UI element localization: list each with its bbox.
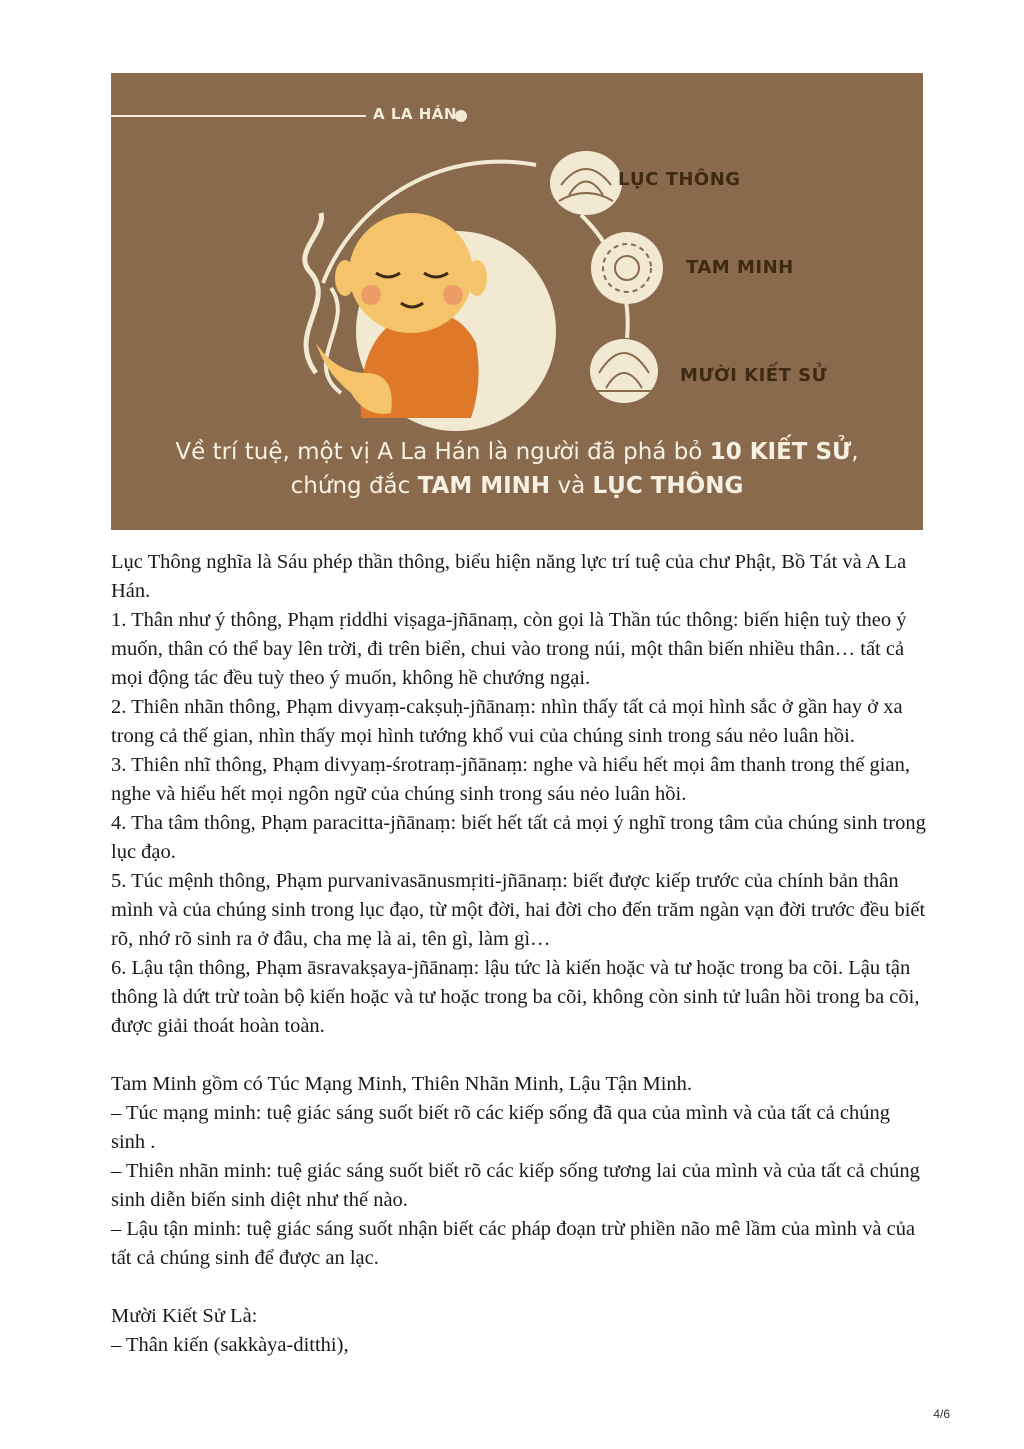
label-tam-minh: TAM MINH [686, 257, 794, 278]
page-number: 4/6 [933, 1407, 950, 1421]
monk-ear-right [467, 260, 487, 296]
paragraph-item-5: 5. Túc mệnh thông, Phạm purvanivasānusmṛiti-jñānaṃ: biết được kiếp trước của chính bản thân mình và của chúng sinh trong lục đạo, từ một đời, hai đời cho đến trăm ngàn vạn đời trước đều biết rõ, nhớ rõ sinh ra ở đâu, cha mẹ là ai, tên gì, làm gì… [111, 870, 926, 950]
paragraph-tuc-mang-minh: – Túc mạng minh: tuệ giác sáng suốt biết rõ các kiếp sống đã qua của mình và của tất cả chúng sinh . [111, 1102, 890, 1153]
banner-header-label: A LA HÁN [373, 105, 457, 123]
paragraph-lau-tan-minh: – Lậu tận minh: tuệ giác sáng suốt nhận biết các pháp đoạn trừ phiền não mê lầm của mình và của tất cả chúng sinh để được an lạc. [111, 1218, 916, 1269]
lotus-flower-icon [550, 151, 622, 215]
caption-emphasis: 10 KIẾT SỬ [709, 439, 852, 465]
paragraph-item-3: 3. Thiên nhĩ thông, Phạm divyaṃ-śrotraṃ-jñānaṃ: nghe và hiểu hết mọi âm thanh trong thế gian, nghe và hiểu hết mọi ngôn ngữ của chúng sinh trong sáu nẻo luân hồi. [111, 754, 910, 805]
banner-illustration [111, 73, 923, 530]
caption-text: , [851, 439, 859, 465]
label-luc-thong: LỤC THÔNG [618, 169, 741, 190]
caption-text: Về trí tuệ, một vị A La Hán là người đã phá bỏ [175, 439, 710, 465]
paragraph-than-kien: – Thân kiến (sakkàya-ditthi), [111, 1334, 349, 1356]
monk-ear-left [335, 260, 355, 296]
paragraph-item-2: 2. Thiên nhãn thông, Phạm divyaṃ-cakṣuḥ-jñānaṃ: nhìn thấy tất cả mọi hình sắc ở gần hay ở xa trong cả thế gian, nhìn thấy mọi hình tướng khổ vui của chúng sinh trong sáu nẻo luân hồi. [111, 696, 903, 747]
caption-text: chứng đắc [290, 473, 418, 499]
paragraph-tam-minh: Tam Minh gồm có Túc Mạng Minh, Thiên Nhãn Minh, Lậu Tận Minh. [111, 1073, 693, 1095]
caption-emphasis: TAM MINH [417, 473, 551, 499]
paragraph-item-4: 4. Tha tâm thông, Phạm paracitta-jñānaṃ: biết hết tất cả mọi ý nghĩ trong tâm của chúng sinh trong lục đạo. [111, 812, 926, 863]
paragraph-item-1: 1. Thân như ý thông, Phạm ṛiddhi viṣaga-jñānaṃ, còn gọi là Thần túc thông: biến hiện tuỳ theo ý muốn, thân có thể bay lên trời, đi trên biển, chui vào trong núi, một thân biến nhiều thân… tất cả mọi động tác đều tuỳ theo ý muốn, không hề chướng ngại. [111, 609, 907, 689]
monk-head [349, 213, 473, 333]
paragraph-intro: Lục Thông nghĩa là Sáu phép thần thông, biểu hiện năng lực trí tuệ của chư Phật, Bồ Tát và A La Hán. [111, 551, 907, 602]
caption-emphasis: LỤC THÔNG [592, 473, 744, 499]
caption-text: và [550, 473, 593, 499]
article-body [111, 548, 926, 1360]
label-muoi-kiet-su: MƯỜI KIẾT SỬ [680, 365, 828, 386]
banner-caption-line-2 [111, 469, 923, 503]
chrysanthemum-icon [591, 232, 663, 304]
lotus-bloom-icon [590, 339, 658, 403]
paragraph-muoi-kiet-su: Mười Kiết Sử Là: [111, 1305, 258, 1327]
banner-caption-line-1 [111, 435, 923, 469]
paragraph-item-6: 6. Lậu tận thông, Phạm āsravakṣaya-jñānaṃ: lậu tức là kiến hoặc và tư hoặc trong ba cõi. Lậu tận thông là dứt trừ toàn bộ kiến hoặc và tư hoặc trong ba cõi, không còn sinh tử luân hồi trong ba cõi, được giải thoát hoàn toàn. [111, 957, 920, 1037]
paragraph-thien-nhan-minh: – Thiên nhãn minh: tuệ giác sáng suốt biết rõ các kiếp sống tương lai của mình và của tất cả chúng sinh diễn biến sinh diệt như thế nào. [111, 1160, 920, 1211]
